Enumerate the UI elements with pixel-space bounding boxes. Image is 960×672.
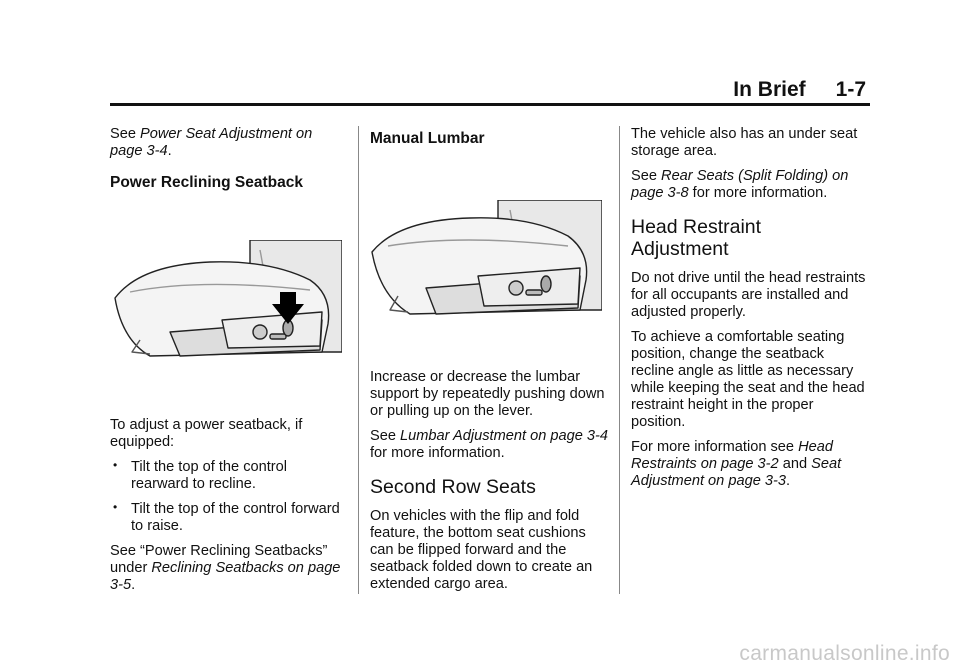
lumbar-reference (370, 428, 610, 462)
power-seat-illustration (110, 240, 342, 360)
header-section: In Brief (733, 78, 806, 101)
lumbar-body: Increase or decrease the lumbar support by repeatedly pushing down or pulling up on the lever. (370, 369, 605, 419)
watermark: carmanualsonline.info (739, 642, 950, 665)
power-seat-reference (110, 126, 346, 160)
head-restraint-reference (631, 439, 871, 490)
list-item-text: Tilt the top of the control forward to raise. (131, 501, 340, 534)
section-heading-manual-lumbar: Manual Lumbar (370, 130, 485, 147)
note-suffix: . (131, 577, 136, 593)
see-suffix: for more information. (370, 445, 505, 461)
cross-reference-link: Power Seat Adjustment on page 3-4 (110, 126, 313, 159)
column-3 (631, 126, 871, 498)
more-prefix: For more information see (631, 439, 799, 455)
see-prefix: See (370, 428, 401, 444)
cross-reference-link: Lumbar Adjustment on page 3-4 (400, 428, 608, 444)
column-divider (358, 126, 359, 594)
section-heading-power-reclining: Power Reclining Seatback (110, 174, 303, 191)
instruction-list (110, 459, 346, 535)
more-suffix: . (785, 473, 791, 489)
under-seat-storage-text: The vehicle also has an under seat storage area. (631, 126, 858, 159)
manual-lumbar-illustration (370, 200, 602, 318)
header-rule (110, 103, 870, 106)
cross-reference-link: Rear Seats (Split Folding) on page 3-8 (631, 168, 849, 201)
column-2 (370, 126, 610, 601)
see-prefix: See (110, 126, 141, 142)
more-mid: and (778, 456, 812, 472)
section-heading-second-row: Second Row Seats (370, 476, 536, 498)
section-heading-head-restraint: Head Restraint Adjustment (631, 216, 762, 260)
column-divider (619, 126, 620, 594)
rear-seats-reference (631, 168, 871, 202)
note-prefix: See “Power Reclining Seatbacks” under (110, 543, 328, 576)
list-item-text: Tilt the top of the control rearward to recline. (131, 459, 288, 492)
list-item (110, 501, 346, 535)
bullet-icon: • (113, 458, 118, 472)
seat-drawing-lumbar (370, 200, 602, 318)
head-restraint-warning: Do not drive until the head restraints for all occupants are installed and adjusted properly. (631, 270, 866, 320)
see-suffix: . (167, 143, 172, 159)
header-text (733, 78, 866, 102)
column-1 (110, 126, 346, 602)
see-suffix: for more information. (688, 185, 828, 201)
bullet-icon: • (113, 500, 118, 514)
header-page-number: 1-7 (835, 78, 866, 101)
head-restraint-body: To achieve a comfortable seating position, change the seatback recline angle as little as necessary while keeping the seat and the head restraint height in the proper position. (631, 329, 865, 430)
cross-reference-link: Head Restraints on page 3-2 (631, 439, 833, 472)
list-item (110, 459, 346, 493)
cross-reference-link: Seat Adjustment on page 3-3 (631, 456, 842, 489)
second-row-body: On vehicles with the flip and fold feature, the bottom seat cushions can be flipped forward and the seatback folded down to create an extended cargo area. (370, 508, 593, 592)
reclining-reference (110, 543, 346, 594)
seat-drawing-power (110, 240, 342, 360)
power-seatback-intro: To adjust a power seatback, if equipped: (110, 417, 303, 450)
cross-reference-link: Reclining Seatbacks on page 3-5 (110, 560, 341, 593)
see-prefix: See (631, 168, 662, 184)
